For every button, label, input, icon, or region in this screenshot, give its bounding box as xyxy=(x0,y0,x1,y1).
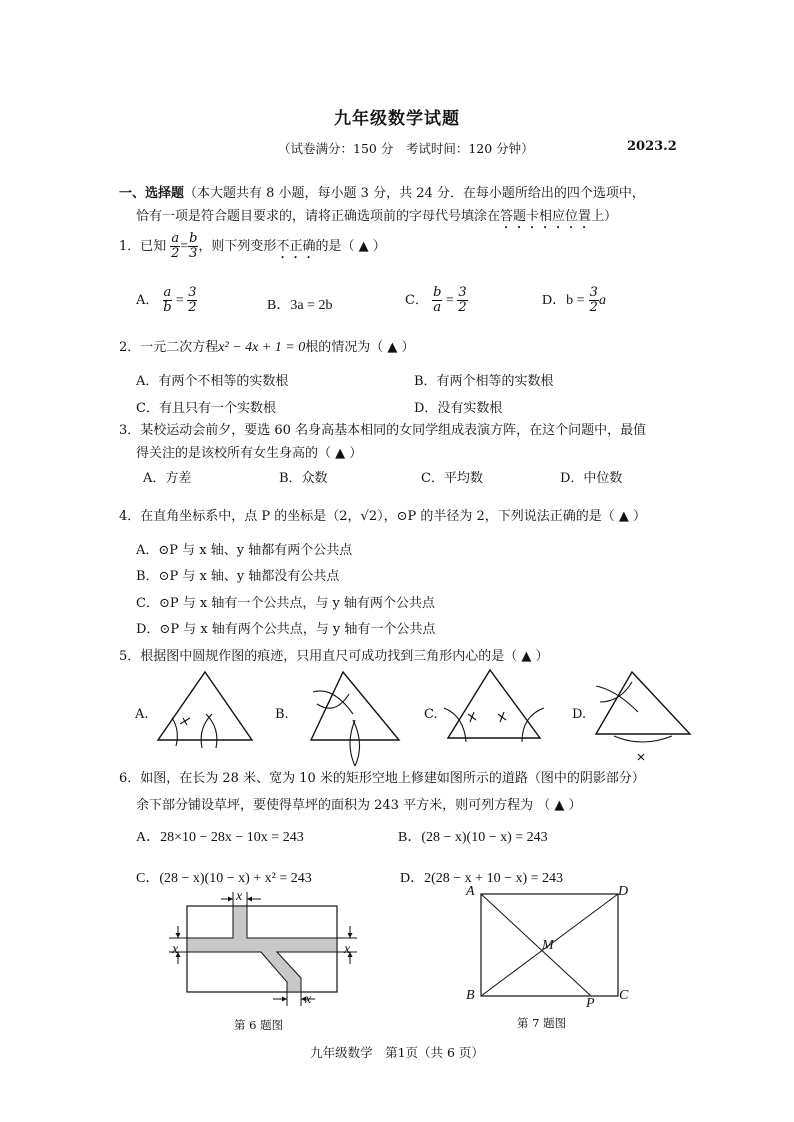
question-6-line2: 余下部分铺设草坪，要使得草坪的面积为 243 平方米，则可列方程为 （ ▲ ） xyxy=(136,798,582,813)
q5-label-d: D. xyxy=(572,707,587,722)
q1-opt-c-label: C． xyxy=(405,293,428,308)
q5-figure-d xyxy=(592,668,702,768)
q5-figure-b xyxy=(303,668,413,768)
q1-opt-a-label: A． xyxy=(136,293,159,308)
q1-option-c: C． $\frac{b}{a}$ = $\frac{3}{2}$ xyxy=(405,285,467,315)
q5-label-b: B. xyxy=(275,707,289,722)
exam-info: （试卷满分：150 分 考试时间：120 分钟） xyxy=(278,141,534,156)
q2-option-b: B．有两个相等的实数根 xyxy=(414,374,554,389)
q1-frac-b3: $\frac{b}{3}$ xyxy=(189,231,198,261)
question-1 xyxy=(119,232,386,262)
q5-label-c: C. xyxy=(424,707,438,722)
q1-post: 的是（ ▲ ） xyxy=(315,239,386,254)
q1-emph: 不正确 xyxy=(276,239,316,254)
q4-option-b: B．⊙P 与 x 轴、y 轴都没有公共点 xyxy=(136,569,340,584)
q5-figure-c xyxy=(440,668,552,748)
q7-point-c: C xyxy=(619,988,629,1003)
q5-label-a: A. xyxy=(135,707,149,722)
q7-point-d: D xyxy=(618,884,629,899)
q6-option-d: D．2(28 − x + 10 − x) = 243 xyxy=(400,871,564,886)
q1-option-d: D．b = $\frac{3}{2}$ a xyxy=(542,285,606,315)
q2-pre: 2．一元二次方程 xyxy=(119,340,219,355)
q6-option-b: B．(28 − x)(10 − x) = 243 xyxy=(398,830,548,845)
q1-frac-32: $\frac{3}{2}$ xyxy=(188,285,197,315)
question-4: 4．在直角坐标系中，点 P 的坐标是（2，√2），⊙P 的半径为 2，下列说法正确的是（ ▲ ） xyxy=(119,509,647,524)
section-intro-text: （本大题共有 8 小题，每小题 3 分，共 24 分．在每小题所给出的四个选项中， xyxy=(184,186,645,201)
question-3-line1: 3．某校运动会前夕，要选 60 名身高基本相同的女同学组成表演方阵，在这个问题中，最值 xyxy=(119,423,647,438)
q1-frac-a2: $\frac{a}{2}$ xyxy=(171,231,180,261)
section-heading: 一、选择题 xyxy=(119,186,185,201)
q4-option-d: D．⊙P 与 x 轴有两个公共点，与 y 轴有一个公共点 xyxy=(136,622,436,637)
q6-x-label-bottom: x xyxy=(305,992,312,1007)
section-intro-line1 xyxy=(119,182,645,201)
question-6-line1: 6．如图，在长为 28 米、宽为 10 米的矩形空地上修建如图所示的道路（图中的阴影部分） xyxy=(119,771,645,786)
q5-figure-a xyxy=(150,668,260,748)
q2-post: 根的情况为（ ▲ ） xyxy=(305,340,415,355)
q7-point-b: B xyxy=(466,988,475,1003)
q7-point-a: A xyxy=(466,884,475,899)
q3-option-b: B．众数 xyxy=(279,471,328,486)
q1-opt-d-label: D．b = xyxy=(542,293,585,308)
question-5: 5．根据图中圆规作图的痕迹，只用直尺可成功找到三角形内心的是（ ▲ ） xyxy=(119,649,549,664)
q4-option-a: A．⊙P 与 x 轴、y 轴都有两个公共点 xyxy=(136,543,353,558)
q2-option-a: A．有两个不相等的实数根 xyxy=(136,374,289,389)
exam-date: 2023.2 xyxy=(627,139,677,154)
section-intro-emph: 答题卡相应位置 xyxy=(500,209,592,224)
q6-option-a: A．28×10 − 28x − 10x = 243 xyxy=(136,830,304,845)
q7-caption: 第 7 题图 xyxy=(517,1016,567,1030)
q6-x-label-top: x xyxy=(236,889,243,904)
question-3-line2: 得关注的是该校所有女生身高的（ ▲ ） xyxy=(136,446,363,461)
page-title: 九年级数学试题 xyxy=(334,109,460,129)
q1-frac-32d: $\frac{3}{2}$ xyxy=(589,285,598,315)
q6-option-c: C．(28 − x)(10 − x) + x² = 243 xyxy=(136,871,312,886)
q7-point-p: P xyxy=(586,996,595,1011)
q6-x-label-left: x xyxy=(172,942,179,957)
section-intro-end: 上） xyxy=(591,209,618,224)
q3-option-d: D．中位数 xyxy=(560,471,623,486)
page-footer: 九年级数学 第1页（共 6 页） xyxy=(310,1045,484,1060)
q1-option-b: B．3a = 2b xyxy=(267,298,333,313)
q1-mid: ，则下列变形 xyxy=(198,239,277,254)
q1-pre: 1．已知 xyxy=(119,239,167,254)
q6-x-label-right: x xyxy=(344,942,351,957)
q3-option-c: C．平均数 xyxy=(421,471,483,486)
q1-frac-ab: $\frac{a}{b}$ xyxy=(163,285,172,315)
q1-frac-ba: $\frac{b}{a}$ xyxy=(433,285,442,315)
q4-option-c: C．⊙P 与 x 轴有一个公共点，与 y 轴有两个公共点 xyxy=(136,596,435,611)
q2-option-d: D．没有实数根 xyxy=(414,401,503,416)
question-2 xyxy=(119,336,415,356)
q1-frac-32c: $\frac{3}{2}$ xyxy=(458,285,467,315)
section-intro-text2: 恰有一项是符合题目要求的，请将正确选项前的字母代号填涂在 xyxy=(136,209,501,224)
q2-equation: x² − 4x + 1 = 0 xyxy=(218,340,306,355)
q1-eq: = xyxy=(180,239,189,254)
q7-point-m: M xyxy=(542,938,554,953)
q2-option-c: C．有且只有一个实数根 xyxy=(136,401,276,416)
q6-caption: 第 6 题图 xyxy=(234,1018,284,1032)
q1-option-a: A． $\frac{a}{b}$ = $\frac{3}{2}$ xyxy=(136,285,197,315)
section-intro-line2 xyxy=(136,205,617,232)
q3-option-a: A．方差 xyxy=(143,471,192,486)
